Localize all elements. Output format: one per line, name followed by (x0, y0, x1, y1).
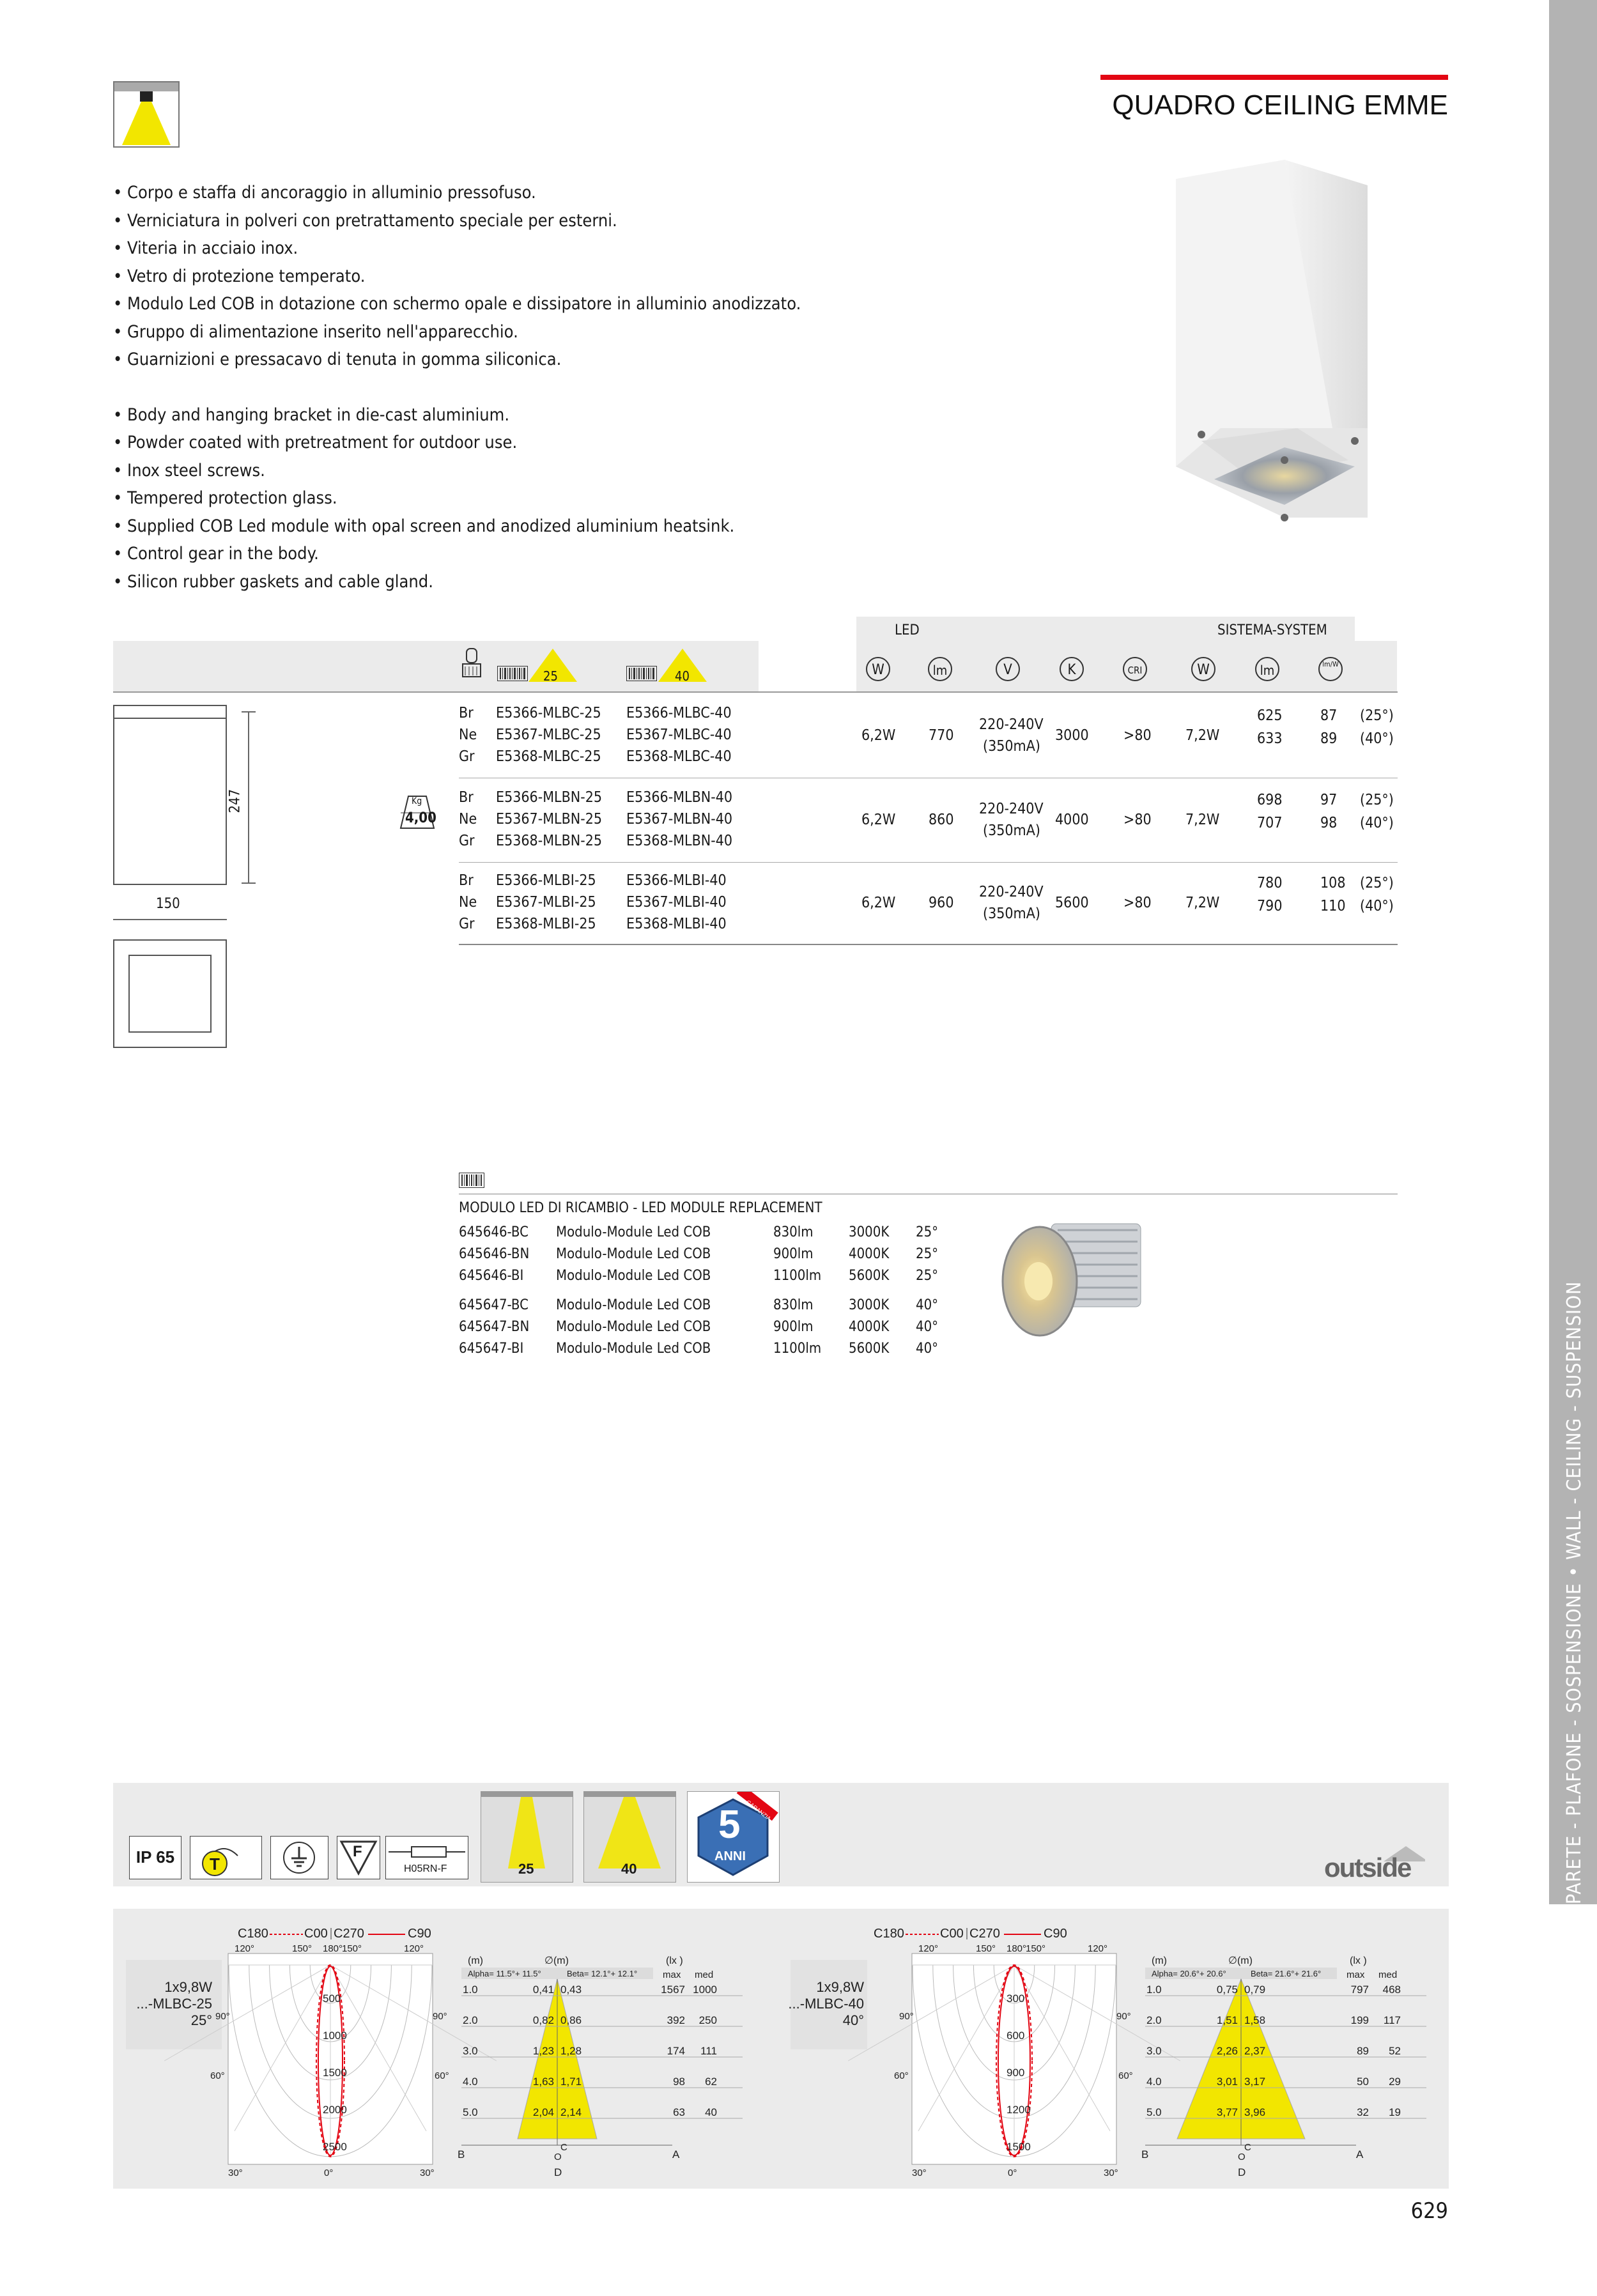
cone-height: 2.0 (1146, 2014, 1162, 2026)
finish-code: Gr (459, 833, 475, 849)
cone-lux-med: 117 (1383, 2014, 1401, 2026)
feature-it: • Corpo e staffa di ancoraggio in alluminio pressofuso. (113, 183, 536, 203)
voltage: 220-240V (979, 716, 1044, 733)
feature-it: • Verniciatura in polveri con pretrattamento speciale per esterni. (113, 210, 617, 231)
cri: >80 (1123, 895, 1152, 911)
led-watt: 6,2W (861, 895, 896, 911)
feature-it: • Viteria in acciaio inox. (113, 238, 298, 258)
ip-rating-badge: IP 65 (129, 1836, 181, 1879)
led-lumen: 960 (929, 895, 954, 911)
cone-point-c: C (560, 2142, 567, 2153)
system-lumen: 698 (1257, 792, 1283, 808)
system-lumen: 633 (1257, 730, 1283, 747)
watt-icon: W (866, 657, 890, 681)
polar-tick-label: 1500 (1007, 2141, 1031, 2153)
cone-lux-max: 32 (1357, 2106, 1369, 2118)
replacement-code: 645646-BN (459, 1246, 530, 1262)
cone-height: 5.0 (463, 2106, 478, 2118)
replacement-kelvin: 3000K (849, 1297, 890, 1313)
legend-c180: C180 (874, 1927, 904, 1941)
cone-point-d: D (1238, 2166, 1246, 2178)
lumen-per-watt: 89 (1320, 730, 1338, 747)
lumen-per-watt: 97 (1320, 792, 1338, 808)
lumen-icon: lm (928, 657, 952, 681)
cone-lux-med: 19 (1389, 2106, 1401, 2118)
lamp-power: 1x9,8W (164, 1979, 212, 1995)
product-code-25: E5367-MLBI-25 (496, 894, 596, 911)
beam-angle: (25°) (1360, 875, 1394, 891)
cone-diameter-alpha: 1,51 (1216, 2014, 1238, 2026)
polar-angle-label: 60° (1118, 2070, 1133, 2081)
led-lumen: 860 (929, 812, 954, 828)
cone-diameter-alpha: 0,41 (532, 1984, 554, 1996)
replacement-lumen: 900lm (773, 1246, 814, 1262)
cone-lux-med: 468 (1382, 1984, 1401, 1996)
replacement-lumen: 900lm (773, 1319, 814, 1335)
replacement-code: 645647-BN (459, 1319, 530, 1335)
temperature-class-icon: T (190, 1836, 262, 1879)
product-code-25: E5368-MLBC-25 (496, 748, 601, 765)
cone-lux-med: 40 (705, 2106, 717, 2118)
led-watt: 6,2W (861, 727, 896, 744)
page-number: 629 (1410, 2198, 1448, 2224)
cone-alpha: Alpha= 20.6°+ 20.6° (1152, 1969, 1226, 1978)
product-code-40: E5366-MLBN-40 (626, 789, 733, 806)
finish-code: Gr (459, 748, 475, 765)
cone-lux-max: 89 (1357, 2045, 1369, 2057)
polar-tick-label: 1000 (323, 2030, 347, 2042)
table-row-rule (459, 944, 1398, 945)
polar-angle-label: 120° (918, 1943, 939, 1954)
cone-point-d: D (554, 2166, 562, 2178)
product-code-25: E5366-MLBC-25 (496, 705, 601, 721)
polar-angle-label: 30° (420, 2168, 435, 2178)
feature-en: • Supplied COB Led module with opal screen and anodized aluminium heatsink. (113, 516, 735, 536)
color-temp: 4000 (1055, 812, 1089, 828)
feature-en: • Powder coated with pretreatment for outdoor use. (113, 433, 518, 452)
cone-diameter-alpha: 2,04 (532, 2106, 554, 2118)
cone-diameter-beta: 3,96 (1244, 2106, 1266, 2118)
replacement-lumen: 1100lm (773, 1341, 822, 1357)
cone-med-header: med (695, 1969, 714, 1980)
cone-point-a: A (1356, 2148, 1364, 2161)
cone-diameter-beta: 1,58 (1244, 2014, 1266, 2026)
beam-40-icon: 40 (583, 1791, 676, 1883)
features-list (113, 179, 801, 596)
cri: >80 (1123, 727, 1152, 744)
cone-diameter-beta: 1,28 (560, 2045, 582, 2057)
replacement-beam: 25° (916, 1224, 939, 1240)
cone-lux-max: 98 (673, 2076, 685, 2088)
cone-alpha: Alpha= 11.5°+ 11.5° (468, 1969, 541, 1978)
cone-diameter-beta: 0,43 (560, 1984, 582, 1996)
legend-c90: C90 (408, 1927, 431, 1941)
cone-height: 4.0 (463, 2076, 478, 2088)
legend-c00: C00 (304, 1927, 328, 1941)
height-dimension-line (248, 711, 249, 882)
replacement-desc: Modulo-Module Led COB (556, 1246, 711, 1262)
barcode-icon (626, 666, 657, 684)
cone-point-o: O (554, 2152, 562, 2162)
product-code-40: E5367-MLBC-40 (626, 727, 732, 743)
legend-c270: C270 (969, 1927, 1000, 1941)
cone-beta: Beta= 21.6°+ 21.6° (1251, 1969, 1322, 1978)
product-code-40: E5368-MLBC-40 (626, 748, 732, 765)
led-module-photo (994, 1211, 1150, 1339)
page-title: QUADRO CEILING EMME (1112, 89, 1448, 121)
product-code-40: E5366-MLBI-40 (626, 872, 727, 889)
cone-diameter-alpha: 1,63 (532, 2076, 554, 2088)
polar-tick-label: 300 (1007, 1992, 1025, 2005)
product-code-40: E5367-MLBN-40 (626, 811, 733, 828)
product-code-40: E5367-MLBI-40 (626, 894, 727, 911)
product-photo (1163, 160, 1457, 582)
product-code-25: E5367-MLBC-25 (496, 727, 601, 743)
led-lumen: 770 (929, 727, 954, 744)
feature-it: • Gruppo di alimentazione inserito nell'apparecchio. (113, 321, 518, 342)
polar-tick-label: 1500 (323, 2067, 347, 2079)
feature-en: • Silicon rubber gaskets and cable gland. (113, 571, 433, 592)
cone-lux-med: 111 (700, 2045, 717, 2057)
lumen-per-watt: 110 (1320, 898, 1346, 914)
system-watt: 7,2W (1185, 727, 1220, 744)
side-view-drawing (113, 705, 227, 885)
cone-diameter-header: ∅(m) (1228, 1955, 1253, 1966)
cable-type-icon: H05RN-F (385, 1836, 468, 1879)
beam-angle: (40°) (1360, 898, 1394, 914)
cone-lux-med: 250 (698, 2014, 717, 2026)
legend-c270: C270 (334, 1927, 364, 1941)
cone-lux-header: (lx ) (666, 1955, 683, 1966)
polar-angle-label: 60° (435, 2070, 449, 2081)
photometric-diagram (113, 1909, 778, 2189)
system-lumen: 790 (1257, 898, 1283, 914)
system-lumen: 707 (1257, 815, 1283, 831)
color-temp: 5600 (1055, 895, 1089, 911)
beam-angle: (25°) (1360, 792, 1394, 808)
replacement-desc: Modulo-Module Led COB (556, 1297, 711, 1313)
beam-angle: (25°) (1360, 707, 1394, 724)
replacement-kelvin: 5600K (849, 1268, 890, 1284)
lamp-code: ...-MLBC-40 (788, 1996, 864, 2012)
cone-lux-max: 199 (1350, 2014, 1369, 2026)
cone-diameter-alpha: 3,01 (1216, 2076, 1238, 2088)
polar-angle-label: 120° (1088, 1943, 1108, 1954)
legend-c00: C00 (940, 1927, 964, 1941)
polar-angle-label: 60° (210, 2070, 225, 2081)
finish-code: Br (459, 789, 474, 806)
system-watt: 7,2W (1185, 895, 1220, 911)
polar-tick-label: 900 (1007, 2067, 1025, 2079)
led-watt: 6,2W (861, 812, 896, 828)
current: (350mA) (983, 822, 1040, 839)
cone-diameter-alpha: 0,75 (1216, 1984, 1238, 1996)
replacement-desc: Modulo-Module Led COB (556, 1341, 711, 1357)
width-dimension: 150 (156, 896, 180, 912)
replacement-beam: 40° (916, 1297, 939, 1313)
title-accent-bar (1100, 75, 1448, 80)
cone-height: 1.0 (463, 1984, 478, 1996)
polar-angle-label: 90° (433, 2011, 447, 2022)
voltage: 220-240V (979, 801, 1044, 817)
replacement-kelvin: 3000K (849, 1224, 890, 1240)
feature-en: • Inox steel screws. (113, 460, 265, 481)
f-mark-icon: F (337, 1836, 380, 1879)
lamp-power: 1x9,8W (816, 1979, 864, 1995)
polar-angle-label: 30° (228, 2168, 243, 2178)
replacement-desc: Modulo-Module Led COB (556, 1319, 711, 1335)
replacement-kelvin: 4000K (849, 1246, 890, 1262)
cri-icon: CRI (1123, 657, 1147, 681)
polar-angle-label: 0° (1008, 2168, 1017, 2178)
polar-angle-label: 30° (1104, 2168, 1118, 2178)
system-lumen: 625 (1257, 707, 1283, 724)
cone-point-b: B (458, 2148, 465, 2161)
cone-height-header: (m) (1152, 1955, 1167, 1966)
polar-angle-label: 150° (1026, 1943, 1046, 1954)
replacement-lumen: 830lm (773, 1297, 814, 1313)
polar-angle-label: 150° (292, 1943, 312, 1954)
replacement-title: MODULO LED DI RICAMBIO - LED MODULE REPLACEMENT (459, 1200, 822, 1216)
finish-code: Ne (459, 811, 477, 828)
feature-en: • Control gear in the body. (113, 544, 319, 564)
product-code-25: E5368-MLBN-25 (496, 833, 603, 849)
replacement-desc: Modulo-Module Led COB (556, 1224, 711, 1240)
product-code-25: E5368-MLBI-25 (496, 916, 596, 932)
cone-point-c: C (1244, 2142, 1251, 2153)
barcode-icon (497, 666, 528, 684)
polar-angle-label: 90° (215, 2011, 230, 2022)
polar-tick-label: 1200 (1007, 2104, 1031, 2116)
product-code-25: E5367-MLBN-25 (496, 811, 603, 828)
cone-lux-max: 1567 (661, 1984, 685, 1996)
cone-height: 3.0 (463, 2045, 478, 2057)
beam-angle: (40°) (1360, 815, 1394, 831)
kelvin-icon: K (1060, 657, 1084, 681)
cone-diameter-beta: 2,37 (1244, 2045, 1266, 2057)
cone-point-a: A (672, 2148, 680, 2161)
cone-height: 2.0 (463, 2014, 478, 2026)
lumen-per-watt: 108 (1320, 875, 1346, 891)
cone-height: 4.0 (1146, 2076, 1162, 2088)
finish-code: Ne (459, 727, 477, 743)
legend-c90: C90 (1044, 1927, 1067, 1941)
ceiling-mount-icon (113, 81, 180, 148)
replacement-kelvin: 5600K (849, 1341, 890, 1357)
replacement-code: 645647-BC (459, 1297, 528, 1313)
polar-angle-label: 90° (1116, 2011, 1131, 2022)
replacement-kelvin: 4000K (849, 1319, 890, 1335)
replacement-beam: 25° (916, 1268, 939, 1284)
lamp-beam: 40° (842, 2012, 864, 2028)
cone-height: 5.0 (1146, 2106, 1162, 2118)
cone-lux-med: 1000 (693, 1984, 717, 1996)
beam-25-icon: 25 (481, 1791, 573, 1883)
volt-icon: V (996, 657, 1020, 681)
polar-angle-label: 90° (899, 2011, 914, 2022)
lumen-per-watt: 98 (1320, 815, 1338, 831)
polar-angle-label: 150° (342, 1943, 362, 1954)
system-watt-icon: W (1191, 657, 1215, 681)
height-dimension: 247 (227, 789, 243, 813)
current: (350mA) (983, 905, 1040, 922)
cone-diameter-alpha: 3,77 (1216, 2106, 1238, 2118)
table-header-band-right (1355, 641, 1397, 692)
top-view-drawing (113, 939, 227, 1048)
feature-it: • Modulo Led COB in dotazione con schermo opale e dissipatore in alluminio anodizzato. (113, 294, 801, 314)
cone-diameter-alpha: 1,23 (532, 2045, 554, 2057)
replacement-lumen: 1100lm (773, 1268, 822, 1284)
cone-beta: Beta= 12.1°+ 12.1° (567, 1969, 638, 1978)
polar-angle-label: 60° (894, 2070, 909, 2081)
cone-diameter-beta: 2,14 (560, 2106, 582, 2118)
lumen-per-watt: 87 (1320, 707, 1338, 724)
barcode-icon (459, 1173, 484, 1190)
cone-height-header: (m) (468, 1955, 483, 1966)
feature-en: • Body and hanging bracket in die-cast aluminium. (113, 404, 510, 425)
color-temp: 3000 (1055, 727, 1089, 744)
polar-angle-label: 180° (1007, 1943, 1027, 1954)
width-dimension-line (113, 919, 227, 920)
cone-point-b: B (1141, 2148, 1149, 2161)
cone-height: 1.0 (1146, 1984, 1162, 1996)
weight-value: 4,00 (405, 810, 436, 826)
replacement-beam: 40° (916, 1341, 939, 1357)
beam-40-label: 40 (675, 668, 690, 684)
cone-diameter-beta: 1,71 (560, 2076, 582, 2088)
warranty-badge: GARANZIA 5 ANNI (687, 1791, 780, 1883)
lumen-per-watt-icon: lm/W (1318, 657, 1343, 681)
cone-med-header: med (1378, 1969, 1398, 1980)
table-row-rule (459, 862, 1398, 863)
system-watt: 7,2W (1185, 812, 1220, 828)
cone-point-o: O (1238, 2152, 1246, 2162)
feature-it: • Vetro di protezione temperato. (113, 266, 366, 286)
cone-diameter-beta: 0,79 (1244, 1984, 1266, 1996)
replacement-code: 645646-BI (459, 1268, 524, 1284)
legend-c180: C180 (238, 1927, 268, 1941)
polar-tick-label: 500 (323, 1992, 341, 2005)
replacement-desc: Modulo-Module Led COB (556, 1268, 711, 1284)
cone-diameter-header: ∅(m) (544, 1955, 569, 1966)
cone-lux-med: 29 (1389, 2076, 1401, 2088)
lamp-code: ...-MLBC-25 (136, 1996, 212, 2012)
cone-lux-max: 63 (673, 2106, 685, 2118)
polar-angle-label: 120° (235, 1943, 255, 1954)
table-header-rule (113, 691, 1398, 693)
product-code-40: E5366-MLBC-40 (626, 705, 732, 721)
cone-lux-header: (lx ) (1350, 1955, 1367, 1966)
lamp-finish-icon (459, 647, 484, 686)
system-lumen-icon: lm (1255, 657, 1279, 681)
cone-lux-max: 392 (667, 2014, 685, 2026)
replacement-beam: 40° (916, 1319, 939, 1335)
beam-25-label: 25 (543, 668, 558, 684)
earth-ground-icon (270, 1836, 328, 1879)
replacement-code: 645647-BI (459, 1341, 524, 1357)
weight-unit: Kg (412, 796, 422, 806)
product-code-40: E5368-MLBN-40 (626, 833, 733, 849)
voltage: 220-240V (979, 884, 1044, 900)
replacement-lumen: 830lm (773, 1224, 814, 1240)
cone-height: 3.0 (1146, 2045, 1162, 2057)
product-code-25: E5366-MLBN-25 (496, 789, 603, 806)
lamp-beam: 25° (190, 2012, 212, 2028)
polar-tick-label: 600 (1007, 2030, 1025, 2042)
polar-angle-label: 120° (404, 1943, 424, 1954)
cone-diameter-beta: 3,17 (1244, 2076, 1266, 2088)
feature-it: • Guarnizioni e pressacavo di tenuta in gomma siliconica. (113, 350, 562, 369)
led-group-label: LED (895, 622, 920, 638)
finish-code: Br (459, 705, 474, 721)
photometric-diagram (784, 1909, 1449, 2189)
polar-angle-label: 150° (976, 1943, 996, 1954)
current: (350mA) (983, 738, 1040, 755)
system-lumen: 780 (1257, 875, 1283, 891)
product-code-25: E5366-MLBI-25 (496, 872, 596, 889)
polar-tick-label: 2000 (323, 2104, 347, 2116)
cone-lux-max: 797 (1350, 1984, 1369, 1996)
brand-logo: outside (1323, 1844, 1425, 1882)
system-group-label: SISTEMA-SYSTEM (1217, 622, 1327, 638)
finish-code: Ne (459, 894, 477, 911)
finish-code: Gr (459, 916, 475, 932)
cone-max-header: max (1346, 1969, 1365, 1980)
cone-lux-med: 52 (1389, 2045, 1401, 2057)
cone-diameter-alpha: 2,26 (1216, 2045, 1238, 2057)
cone-diameter-alpha: 0,82 (532, 2014, 554, 2026)
replacement-code: 645646-BC (459, 1224, 528, 1240)
cone-lux-med: 62 (705, 2076, 717, 2088)
product-code-40: E5368-MLBI-40 (626, 916, 727, 932)
polar-tick-label: 2500 (323, 2141, 347, 2153)
cone-diameter-beta: 0,86 (560, 2014, 582, 2026)
cri: >80 (1123, 812, 1152, 828)
feature-en: • Tempered protection glass. (113, 488, 337, 508)
beam-angle: (40°) (1360, 730, 1394, 747)
finish-code: Br (459, 872, 474, 889)
polar-angle-label: 30° (912, 2168, 927, 2178)
cone-max-header: max (663, 1969, 681, 1980)
replacement-beam: 25° (916, 1246, 939, 1262)
cone-lux-max: 50 (1357, 2076, 1369, 2088)
cone-lux-max: 174 (667, 2045, 685, 2057)
polar-angle-label: 0° (324, 2168, 334, 2178)
polar-angle-label: 180° (323, 1943, 343, 1954)
